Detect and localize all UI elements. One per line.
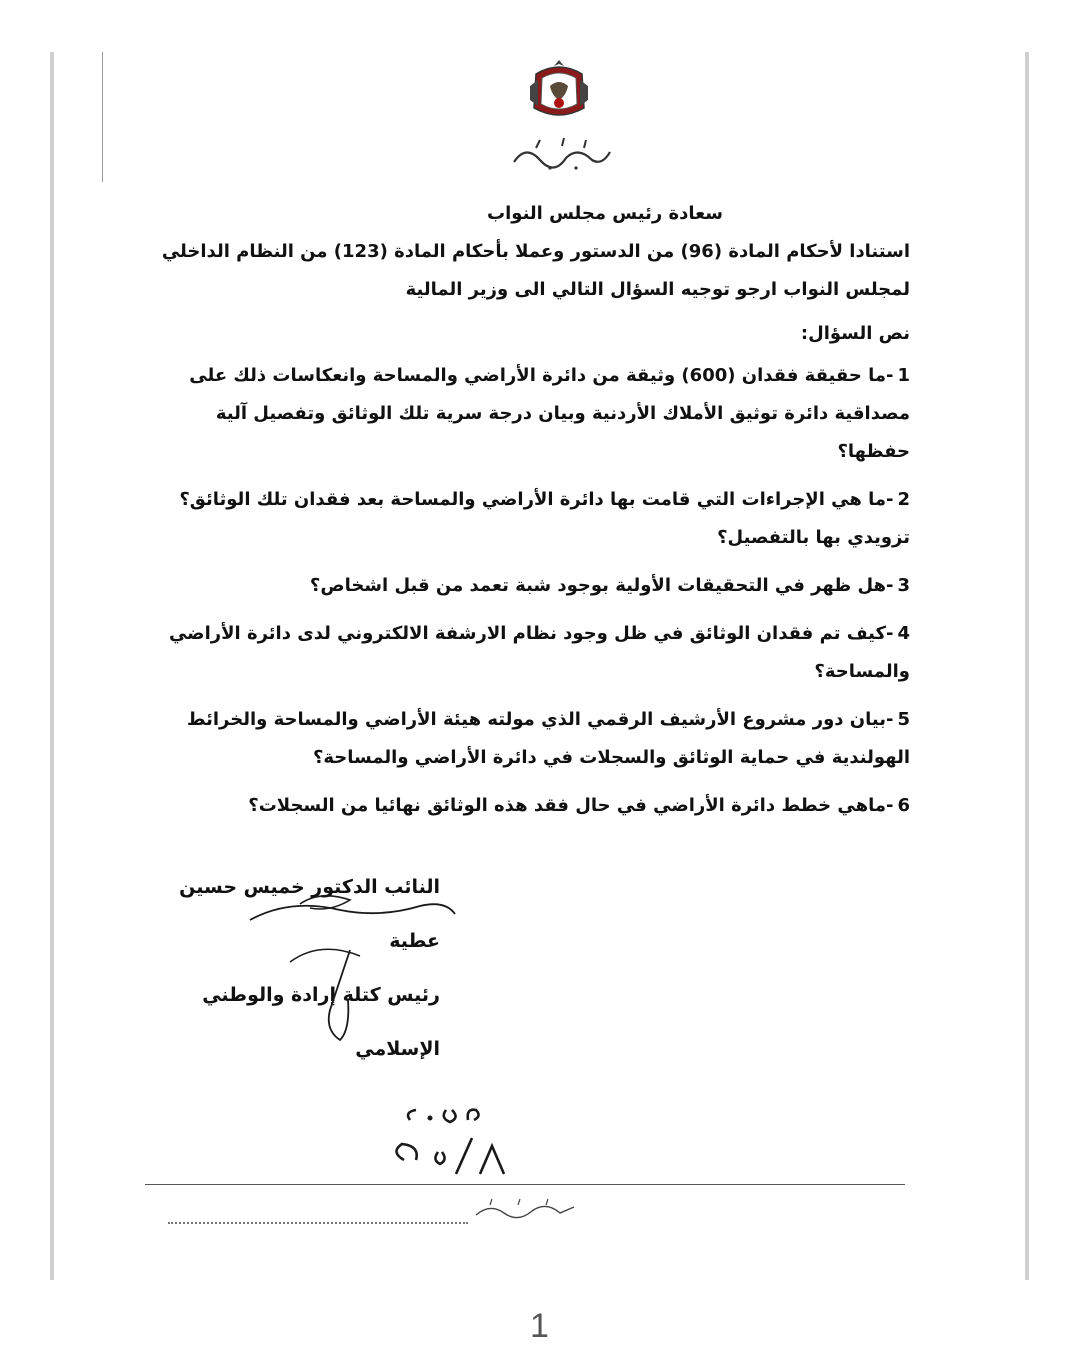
question-item <box>150 481 910 557</box>
question-text: -ما حقيقة فقدان (600) وثيقة من دائرة الأراضي والمساحة وانعكاسات ذلك على مصداقية دائرة توثيق الأملاك الأردنية وبيان درجة سرية تلك الوثائق وتفصيل آلية حفظها؟ <box>189 365 910 462</box>
handwritten-date-drawing <box>380 1090 520 1190</box>
footer-letterhead-script <box>470 1195 580 1225</box>
signature-name: النائب الدكتور خميس حسين عطية <box>179 876 440 952</box>
page-margin-line <box>102 52 103 182</box>
question-number: 4 <box>897 623 910 644</box>
intro-paragraph: استنادا لأحكام المادة (96) من الدستور وعملا بأحكام المادة (123) من النظام الداخلي لمجلس النواب ارجو توجيه السؤال التالي الى وزير المالية <box>161 241 910 300</box>
parliament-logo <box>506 134 616 174</box>
question-number: 5 <box>897 709 910 730</box>
salutation: سعادة رئيس مجلس النواب <box>487 203 723 224</box>
handwritten-date-note <box>380 1090 520 1190</box>
footer-divider <box>145 1184 905 1185</box>
jordan-coat-of-arms-icon <box>522 56 596 126</box>
question-item <box>150 357 910 471</box>
question-list <box>150 357 910 825</box>
footer-letterhead <box>470 1195 580 1225</box>
footer-contact-line <box>168 1222 468 1228</box>
question-item <box>150 567 910 605</box>
question-item <box>150 787 910 825</box>
letter-body <box>150 195 910 835</box>
question-number: 6 <box>897 795 910 816</box>
question-text: -ما هي الإجراءات التي قامت بها دائرة الأراضي والمساحة بعد فقدان تلك الوثائق؟ تزويدي بها بالتفصيل؟ <box>179 489 910 548</box>
question-item <box>150 701 910 777</box>
page-number: 1 <box>530 1307 549 1345</box>
question-text: -ماهي خطط دائرة الأراضي في حال فقد هذه الوثائق نهائيا من السجلات؟ <box>248 795 894 816</box>
question-number: 2 <box>897 489 910 510</box>
question-number: 1 <box>897 365 910 386</box>
question-text: -كيف تم فقدان الوثائق في ظل وجود نظام الارشفة الالكتروني لدى دائرة الأراضي والمساحة؟ <box>168 623 910 682</box>
signature-title: رئيس كتلة إرادة والوطني الإسلامي <box>202 984 440 1060</box>
question-text: -بيان دور مشروع الأرشيف الرقمي الذي مولته هيئة الأراضي والمساحة والخرائط الهولندية في حماية الوثائق والسجلات في دائرة الأراضي والمساحة؟ <box>186 709 910 768</box>
question-number: 3 <box>897 575 910 596</box>
question-label: نص السؤال: <box>800 323 910 344</box>
question-item <box>150 615 910 691</box>
question-text: -هل ظهر في التحقيقات الأولية بوجود شبة تعمد من قبل اشخاص؟ <box>309 575 894 596</box>
handwritten-signature <box>230 880 470 1050</box>
